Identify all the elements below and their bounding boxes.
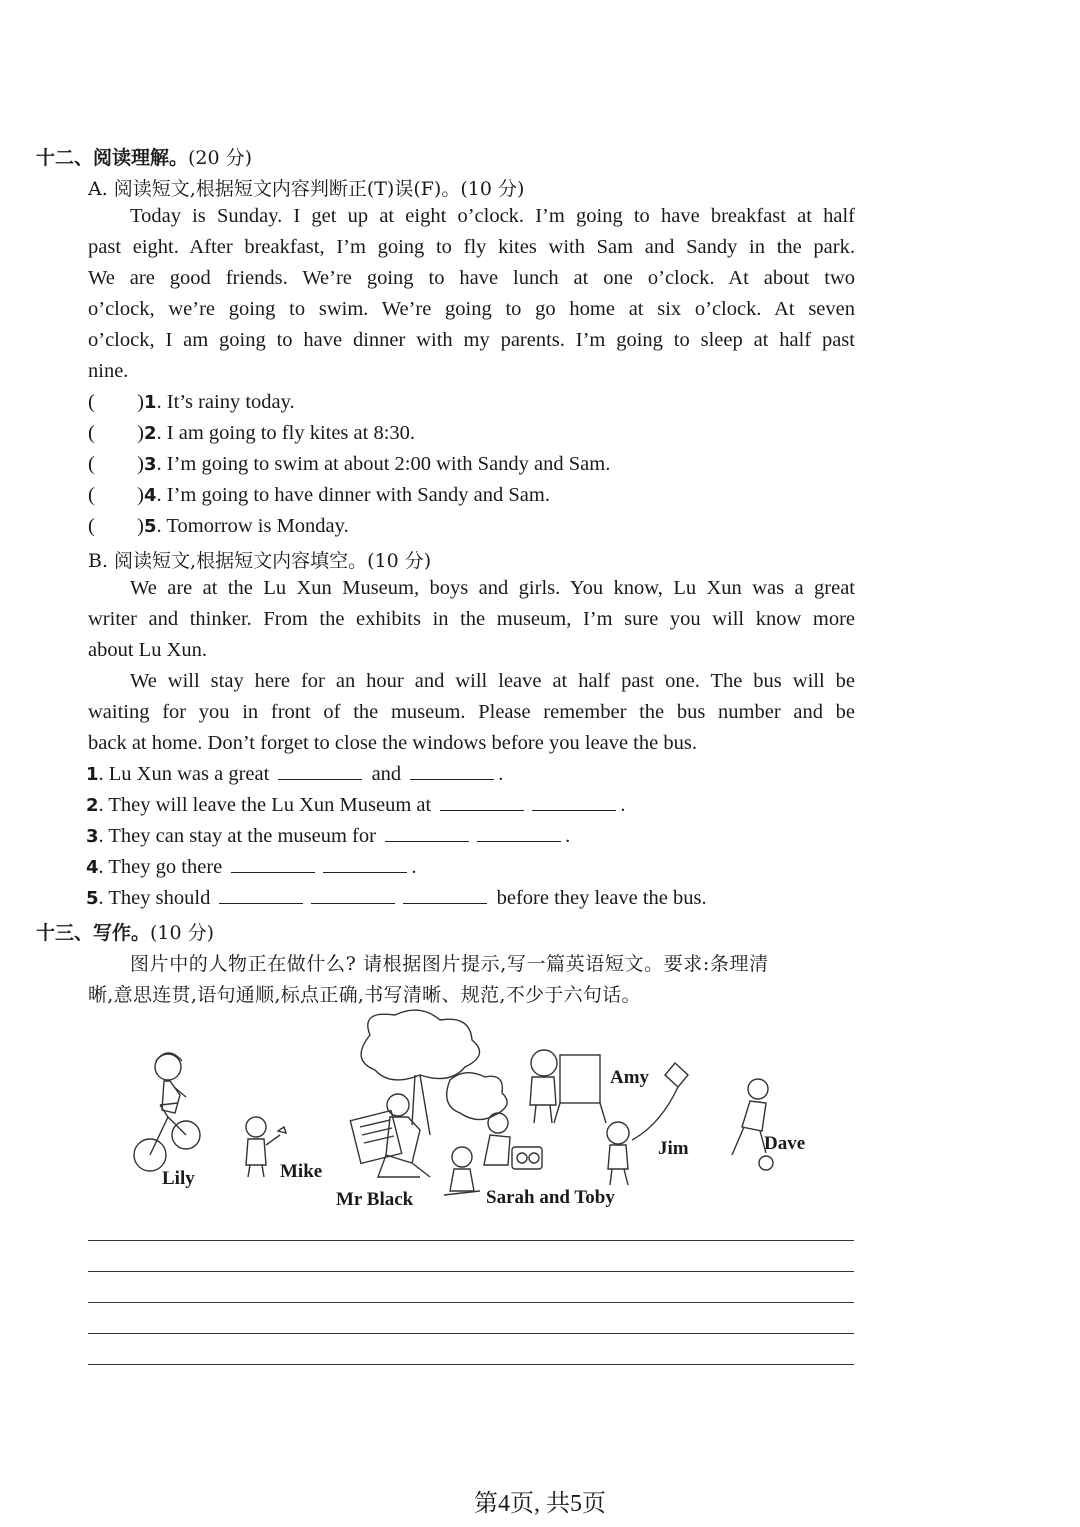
part-b-passage-line: waiting for you in front of the museum. Please remember the bus number and be xyxy=(88,701,855,723)
tf-question: ( ) 1. It’s rainy today. xyxy=(88,391,295,413)
label-sarah-and-toby: Sarah and Toby xyxy=(486,1187,615,1208)
answer-blank[interactable] xyxy=(278,765,362,780)
answer-blank[interactable] xyxy=(477,827,561,842)
fill-question: 4. They go there . xyxy=(86,856,417,878)
section-13-heading xyxy=(36,918,214,945)
tf-question: ( ) 5. Tomorrow is Monday. xyxy=(88,515,349,537)
part-a-passage-line: We are good friends. We’re going to have lunch at one o’clock. At about two xyxy=(88,267,855,289)
man-reading-newspaper-drawing xyxy=(350,1094,430,1177)
part-b-passage-line: back at home. Don’t forget to close the windows before you leave the bus. xyxy=(88,732,697,754)
boy-playing-football-drawing xyxy=(732,1079,773,1170)
writing-line[interactable] xyxy=(88,1364,854,1365)
writing-line[interactable] xyxy=(88,1271,854,1272)
part-a-passage-line: o’clock, I am going to have dinner with my parents. I’m going to sleep at half past xyxy=(88,329,855,351)
part-b-passage-line: writer and thinker. From the exhibits in the museum, I’m sure you will know more xyxy=(88,608,855,630)
answer-paren[interactable]: ( ) xyxy=(88,422,144,444)
answer-blank[interactable] xyxy=(231,858,315,873)
answer-blank[interactable] xyxy=(532,796,616,811)
writing-line[interactable] xyxy=(88,1302,854,1303)
fill-question: 3. They can stay at the museum for . xyxy=(86,825,571,847)
answer-paren[interactable]: ( ) xyxy=(88,515,144,537)
label-dave: Dave xyxy=(764,1133,806,1154)
answer-blank[interactable] xyxy=(440,796,524,811)
writing-illustration xyxy=(120,1005,840,1220)
section-12-heading xyxy=(36,143,252,170)
tree-drawing xyxy=(361,1010,507,1135)
label-mr-black: Mr Black xyxy=(336,1189,414,1210)
section-13-title: 十三、写作。 xyxy=(36,922,151,944)
answer-paren[interactable]: ( ) xyxy=(88,484,144,506)
label-jim: Jim xyxy=(658,1138,689,1159)
page-number: 第4页, 共5页 xyxy=(474,1491,606,1517)
answer-blank[interactable] xyxy=(410,765,494,780)
writing-instruction-line: 图片中的人物正在做什么? 请根据图片提示,写一篇英语短文。要求:条理清 xyxy=(130,953,769,975)
section-12-title: 十二、阅读理解。 xyxy=(36,147,189,169)
tf-question: ( ) 2. I am going to fly kites at 8:30. xyxy=(88,422,416,444)
fill-question: 1. Lu Xun was a great and . xyxy=(86,763,504,785)
label-amy: Amy xyxy=(610,1067,650,1088)
part-a-instruction: A. 阅读短文,根据短文内容判断正(T)误(F)。(10 分) xyxy=(88,178,525,200)
writing-line[interactable] xyxy=(88,1333,854,1334)
part-b-passage-line: We are at the Lu Xun Museum, boys and girls. You know, Lu Xun was a great xyxy=(130,577,855,599)
answer-paren[interactable]: ( ) xyxy=(88,391,144,413)
answer-blank[interactable] xyxy=(385,827,469,842)
fill-question: 5. They should before they leave the bus. xyxy=(86,887,707,909)
part-a-passage-line: Today is Sunday. I get up at eight o’clock. I’m going to have breakfast at half xyxy=(130,205,855,227)
fill-question: 2. They will leave the Lu Xun Museum at . xyxy=(86,794,626,816)
girl-on-bicycle-drawing xyxy=(134,1053,200,1171)
tf-question: ( ) 3. I’m going to swim at about 2:00 with Sandy and Sam. xyxy=(88,453,611,475)
part-b-passage-line: about Lu Xun. xyxy=(88,639,207,661)
answer-paren[interactable]: ( ) xyxy=(88,453,144,475)
children-with-radio-drawing xyxy=(444,1113,542,1195)
answer-blank[interactable] xyxy=(323,858,407,873)
part-a-passage-line: past eight. After breakfast, I’m going to fly kites with Sam and Sandy in the park. xyxy=(88,236,855,258)
answer-blank[interactable] xyxy=(403,889,487,904)
section-12-score: (20 分) xyxy=(188,147,253,169)
writing-instruction-line: 晰,意思连贯,语句通顺,标点正确,书写清晰、规范,不少于六句话。 xyxy=(88,984,641,1006)
answer-blank[interactable] xyxy=(311,889,395,904)
part-b-instruction: B. 阅读短文,根据短文内容填空。(10 分) xyxy=(88,550,432,572)
part-a-passage-line: nine. xyxy=(88,360,129,382)
part-a-passage-line: o’clock, we’re going to swim. We’re going to go home at six o’clock. At seven xyxy=(88,298,855,320)
girl-painting-drawing xyxy=(530,1050,606,1123)
part-b-passage-line: We will stay here for an hour and will leave at half past one. The bus will be xyxy=(130,670,855,692)
section-13-score: (10 分) xyxy=(150,922,215,944)
tf-question: ( ) 4. I’m going to have dinner with Sandy and Sam. xyxy=(88,484,550,506)
answer-blank[interactable] xyxy=(219,889,303,904)
writing-line[interactable] xyxy=(88,1240,854,1241)
label-lily: Lily xyxy=(162,1168,195,1189)
label-mike: Mike xyxy=(280,1161,323,1182)
